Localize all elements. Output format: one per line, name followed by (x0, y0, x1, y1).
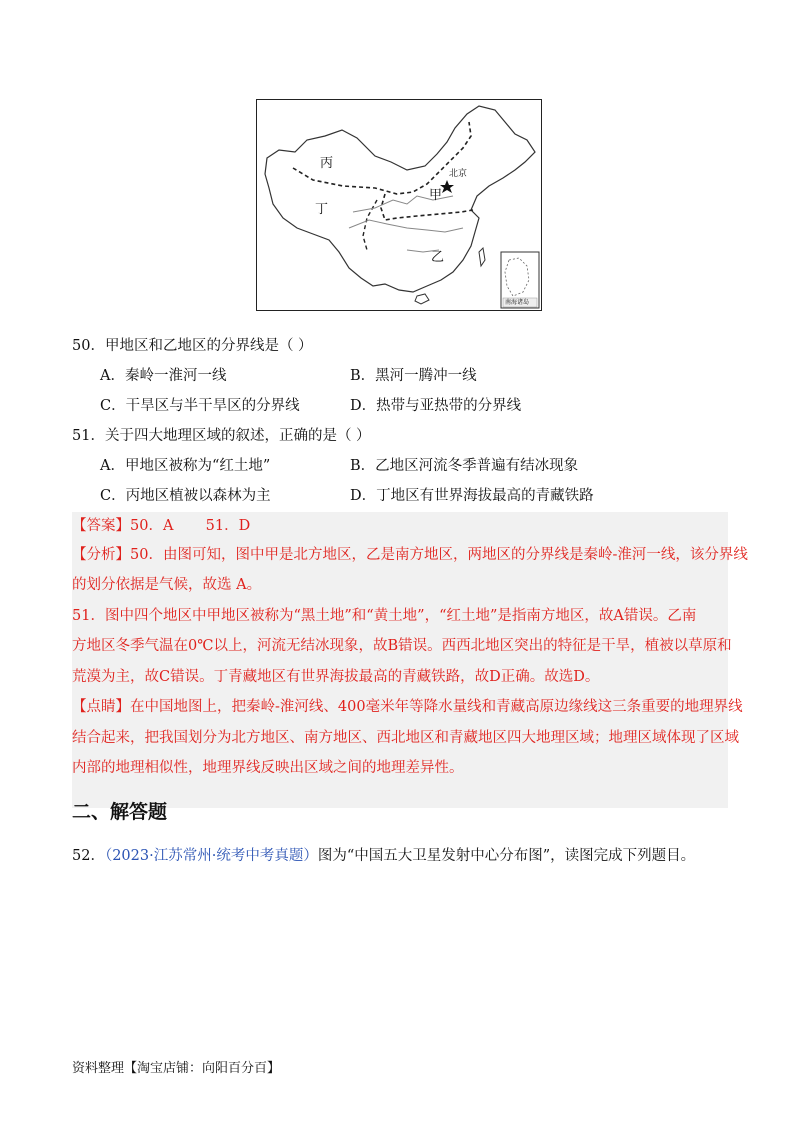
map-label-bing: 丙 (320, 156, 334, 171)
answer-line (72, 516, 728, 536)
q52-line (72, 846, 695, 866)
map-label-inset: 南海诸岛 (505, 299, 530, 306)
q52-source: （2023·江苏常州·统考中考真题） (104, 848, 318, 864)
analysis-2b: 方地区冬季气温在0℃以上，河流无结冰现象，故B错误。西西北地区突出的特征是干旱，植被以草原和 (72, 638, 732, 654)
answer-text: 50．A 51．D (130, 518, 251, 534)
comment-tag: 【点睛】 (72, 699, 130, 715)
map-label-jia: 甲 (429, 188, 443, 203)
q50-option-b: B．黑河一腾冲一线 (350, 368, 477, 384)
section-title: 二、解答题 (72, 801, 168, 823)
q50-option-c: C．干旱区与半干旱区的分界线 (100, 398, 300, 414)
qinling-huaihe-boundary (381, 194, 473, 220)
analysis-tag: 【分析】 (72, 547, 130, 563)
q50-stem: 50．甲地区和乙地区的分界线是（ ） (72, 338, 313, 354)
beijing-star-icon (440, 180, 454, 193)
comment-c: 内部的地理相似性，地理界线反映出区域之间的地理差异性。 (72, 760, 464, 776)
map-label-beijing: 北京 (449, 169, 468, 179)
answer-tag: 【答案】 (72, 518, 130, 534)
q50-option-a: A．秦岭一淮河一线 (100, 368, 227, 384)
q51-option-b: B．乙地区河流冬季普遍有结冰现象 (350, 458, 579, 474)
taiwan-island (479, 248, 485, 266)
comment-b: 结合起来，把我国划分为北方地区、南方地区、西北地区和青藏地区四大地理区域；地理区域体现了区域 (72, 730, 739, 746)
q51-stem: 51．关于四大地理区域的叙述，正确的是（ ） (72, 428, 371, 444)
hainan-island (415, 294, 429, 304)
q50-option-d: D．热带与亚热带的分界线 (350, 398, 522, 414)
comment-line-1 (72, 697, 743, 717)
map-label-yi: 乙 (431, 250, 445, 265)
china-map-figure (256, 99, 542, 311)
analysis-line-1 (72, 545, 748, 565)
analysis-1a: 50．由图可知，图中甲是北方地区，乙是南方地区，两地区的分界线是秦岭-淮河一线，该分界线 (130, 547, 748, 563)
analysis-1b: 的划分依据是气候，故选 A。 (72, 577, 262, 593)
analysis-2a: 51．图中四个地区中甲地区被称为“黑土地”和“黄土地”，“红土地”是指南方地区，故A错误。乙南 (72, 608, 697, 624)
footer-note: 资料整理【淘宝店铺：向阳百分百】 (72, 1061, 281, 1076)
china-map-outline (257, 100, 541, 310)
q51-option-c: C．丙地区植被以森林为主 (100, 488, 271, 504)
q51-option-a: A．甲地区被称为“红土地” (100, 458, 271, 474)
comment-a: 在中国地图上，把秦岭-淮河线、400毫米年等降水量线和青藏高原边缘线这三条重要的地理界线 (130, 699, 743, 715)
analysis-2c: 荒漠为主，故C错误。丁青藏地区有世界海拔最高的青藏铁路，故D正确。故选D。 (72, 669, 600, 685)
q52-number: 52． (72, 848, 105, 864)
q51-option-d: D．丁地区有世界海拔最高的青藏铁路 (350, 488, 594, 504)
q52-text: 图为“中国五大卫星发射中心分布图”，读图完成下列题目。 (317, 848, 696, 864)
china-border (265, 106, 535, 292)
map-label-ding: 丁 (315, 202, 329, 217)
